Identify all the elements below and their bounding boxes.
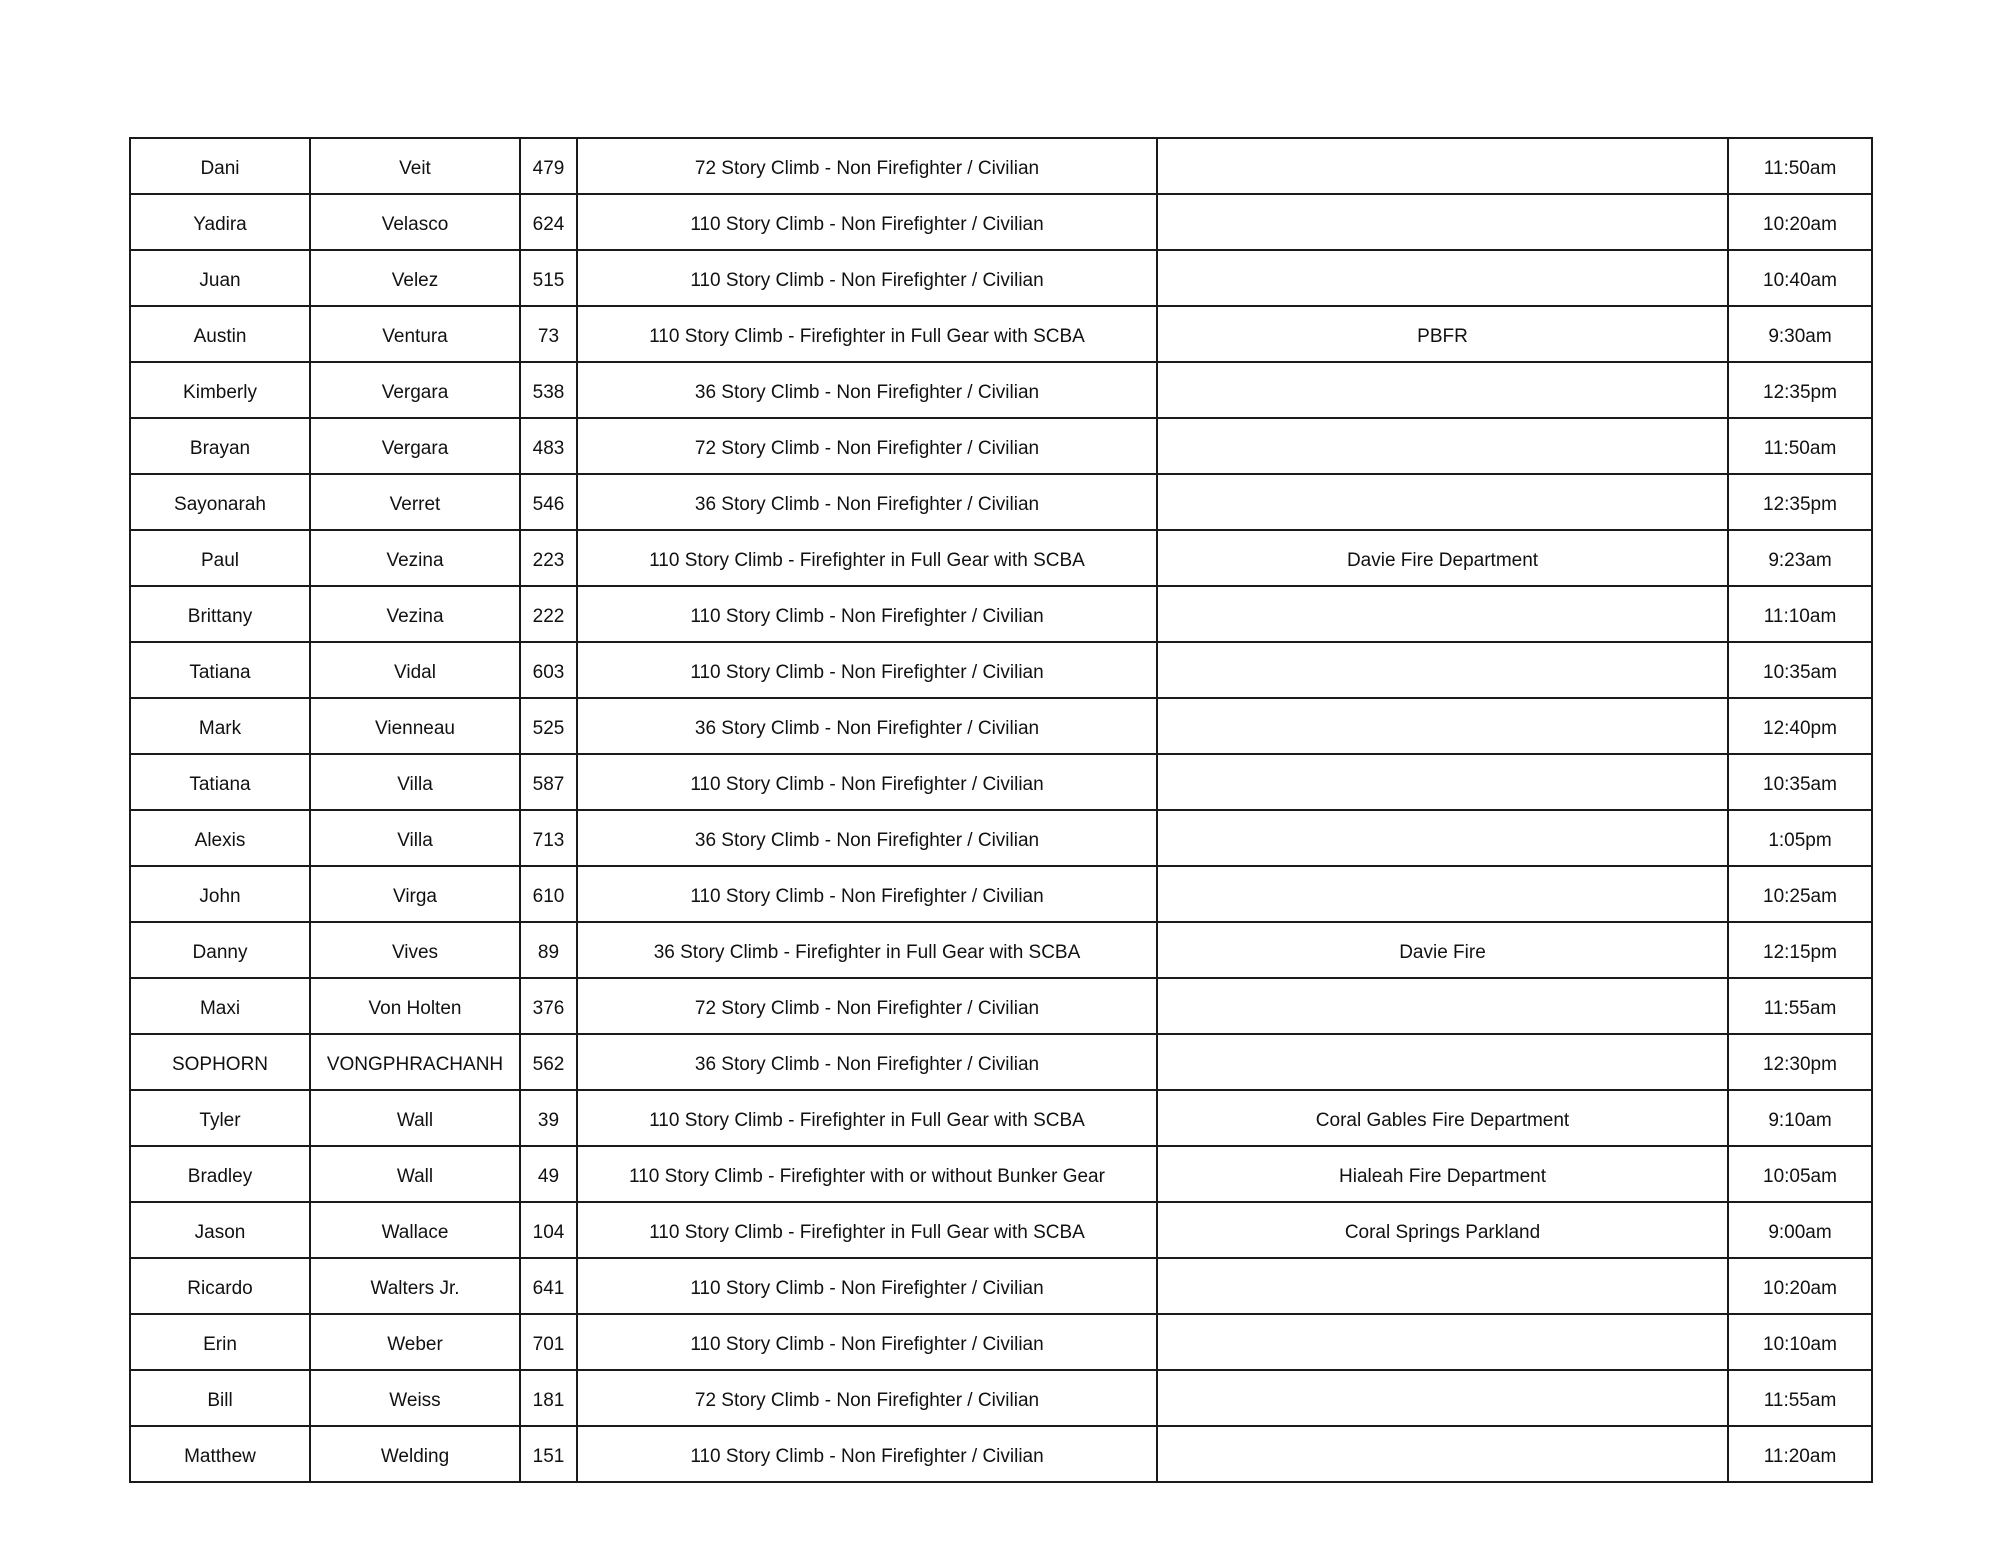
bib-number-cell: 222 bbox=[520, 586, 577, 642]
department-cell bbox=[1157, 810, 1728, 866]
first-name-cell: Tyler bbox=[130, 1090, 310, 1146]
bib-number-cell: 610 bbox=[520, 866, 577, 922]
event-cell: 110 Story Climb - Firefighter in Full Gear with SCBA bbox=[577, 530, 1157, 586]
table-row bbox=[130, 754, 1872, 810]
first-name-cell: Paul bbox=[130, 530, 310, 586]
event-cell: 36 Story Climb - Firefighter in Full Gear with SCBA bbox=[577, 922, 1157, 978]
first-name-cell: Juan bbox=[130, 250, 310, 306]
start-time-cell: 10:05am bbox=[1728, 1146, 1872, 1202]
start-time-cell: 11:10am bbox=[1728, 586, 1872, 642]
department-cell bbox=[1157, 250, 1728, 306]
table-row bbox=[130, 1314, 1872, 1370]
event-cell: 110 Story Climb - Firefighter with or without Bunker Gear bbox=[577, 1146, 1157, 1202]
start-time-cell: 12:15pm bbox=[1728, 922, 1872, 978]
table-row bbox=[130, 418, 1872, 474]
bib-number-cell: 479 bbox=[520, 138, 577, 194]
last-name-cell: Von Holten bbox=[310, 978, 520, 1034]
table-row bbox=[130, 1370, 1872, 1426]
table-row bbox=[130, 530, 1872, 586]
start-time-cell: 1:05pm bbox=[1728, 810, 1872, 866]
department-cell bbox=[1157, 362, 1728, 418]
event-cell: 110 Story Climb - Non Firefighter / Civilian bbox=[577, 1426, 1157, 1482]
last-name-cell: Weiss bbox=[310, 1370, 520, 1426]
event-cell: 72 Story Climb - Non Firefighter / Civilian bbox=[577, 138, 1157, 194]
last-name-cell: Vienneau bbox=[310, 698, 520, 754]
first-name-cell: Yadira bbox=[130, 194, 310, 250]
last-name-cell: Vezina bbox=[310, 530, 520, 586]
start-time-cell: 10:10am bbox=[1728, 1314, 1872, 1370]
start-time-cell: 10:20am bbox=[1728, 1258, 1872, 1314]
event-cell: 36 Story Climb - Non Firefighter / Civilian bbox=[577, 698, 1157, 754]
last-name-cell: Vezina bbox=[310, 586, 520, 642]
first-name-cell: Bill bbox=[130, 1370, 310, 1426]
last-name-cell: Vergara bbox=[310, 418, 520, 474]
event-cell: 110 Story Climb - Non Firefighter / Civilian bbox=[577, 194, 1157, 250]
table-row bbox=[130, 810, 1872, 866]
first-name-cell: Mark bbox=[130, 698, 310, 754]
table-row bbox=[130, 1426, 1872, 1482]
bib-number-cell: 376 bbox=[520, 978, 577, 1034]
roster-sheet bbox=[129, 137, 1871, 1483]
event-cell: 110 Story Climb - Non Firefighter / Civilian bbox=[577, 754, 1157, 810]
start-time-cell: 9:00am bbox=[1728, 1202, 1872, 1258]
last-name-cell: Veit bbox=[310, 138, 520, 194]
last-name-cell: Velez bbox=[310, 250, 520, 306]
bib-number-cell: 515 bbox=[520, 250, 577, 306]
department-cell bbox=[1157, 754, 1728, 810]
event-cell: 110 Story Climb - Firefighter in Full Gear with SCBA bbox=[577, 1202, 1157, 1258]
event-cell: 110 Story Climb - Firefighter in Full Gear with SCBA bbox=[577, 306, 1157, 362]
event-cell: 110 Story Climb - Non Firefighter / Civilian bbox=[577, 866, 1157, 922]
department-cell: PBFR bbox=[1157, 306, 1728, 362]
last-name-cell: Welding bbox=[310, 1426, 520, 1482]
first-name-cell: SOPHORN bbox=[130, 1034, 310, 1090]
table-row bbox=[130, 194, 1872, 250]
bib-number-cell: 223 bbox=[520, 530, 577, 586]
event-cell: 36 Story Climb - Non Firefighter / Civilian bbox=[577, 362, 1157, 418]
first-name-cell: John bbox=[130, 866, 310, 922]
bib-number-cell: 104 bbox=[520, 1202, 577, 1258]
last-name-cell: Velasco bbox=[310, 194, 520, 250]
event-cell: 72 Story Climb - Non Firefighter / Civilian bbox=[577, 418, 1157, 474]
last-name-cell: Vidal bbox=[310, 642, 520, 698]
first-name-cell: Danny bbox=[130, 922, 310, 978]
last-name-cell: Villa bbox=[310, 810, 520, 866]
event-cell: 72 Story Climb - Non Firefighter / Civilian bbox=[577, 1370, 1157, 1426]
department-cell bbox=[1157, 866, 1728, 922]
first-name-cell: Jason bbox=[130, 1202, 310, 1258]
start-time-cell: 12:30pm bbox=[1728, 1034, 1872, 1090]
department-cell bbox=[1157, 1426, 1728, 1482]
bib-number-cell: 73 bbox=[520, 306, 577, 362]
bib-number-cell: 587 bbox=[520, 754, 577, 810]
start-time-cell: 12:35pm bbox=[1728, 362, 1872, 418]
bib-number-cell: 151 bbox=[520, 1426, 577, 1482]
department-cell bbox=[1157, 1314, 1728, 1370]
event-cell: 36 Story Climb - Non Firefighter / Civilian bbox=[577, 1034, 1157, 1090]
first-name-cell: Austin bbox=[130, 306, 310, 362]
bib-number-cell: 181 bbox=[520, 1370, 577, 1426]
start-time-cell: 12:35pm bbox=[1728, 474, 1872, 530]
department-cell: Coral Gables Fire Department bbox=[1157, 1090, 1728, 1146]
start-time-cell: 9:10am bbox=[1728, 1090, 1872, 1146]
first-name-cell: Matthew bbox=[130, 1426, 310, 1482]
last-name-cell: Virga bbox=[310, 866, 520, 922]
department-cell: Davie Fire bbox=[1157, 922, 1728, 978]
department-cell bbox=[1157, 978, 1728, 1034]
department-cell bbox=[1157, 474, 1728, 530]
last-name-cell: Weber bbox=[310, 1314, 520, 1370]
start-time-cell: 11:20am bbox=[1728, 1426, 1872, 1482]
department-cell: Davie Fire Department bbox=[1157, 530, 1728, 586]
department-cell bbox=[1157, 586, 1728, 642]
department-cell bbox=[1157, 1034, 1728, 1090]
bib-number-cell: 546 bbox=[520, 474, 577, 530]
bib-number-cell: 89 bbox=[520, 922, 577, 978]
first-name-cell: Tatiana bbox=[130, 754, 310, 810]
department-cell bbox=[1157, 1370, 1728, 1426]
table-row bbox=[130, 698, 1872, 754]
start-time-cell: 11:50am bbox=[1728, 138, 1872, 194]
last-name-cell: Walters Jr. bbox=[310, 1258, 520, 1314]
first-name-cell: Kimberly bbox=[130, 362, 310, 418]
bib-number-cell: 49 bbox=[520, 1146, 577, 1202]
table-row bbox=[130, 474, 1872, 530]
table-row bbox=[130, 922, 1872, 978]
last-name-cell: Wall bbox=[310, 1090, 520, 1146]
table-row bbox=[130, 1034, 1872, 1090]
table-row bbox=[130, 138, 1872, 194]
bib-number-cell: 39 bbox=[520, 1090, 577, 1146]
start-time-cell: 10:20am bbox=[1728, 194, 1872, 250]
first-name-cell: Sayonarah bbox=[130, 474, 310, 530]
start-time-cell: 10:25am bbox=[1728, 866, 1872, 922]
last-name-cell: Villa bbox=[310, 754, 520, 810]
start-time-cell: 11:55am bbox=[1728, 978, 1872, 1034]
start-time-cell: 10:35am bbox=[1728, 754, 1872, 810]
last-name-cell: Wallace bbox=[310, 1202, 520, 1258]
bib-number-cell: 562 bbox=[520, 1034, 577, 1090]
bib-number-cell: 713 bbox=[520, 810, 577, 866]
table-row bbox=[130, 1258, 1872, 1314]
table-row bbox=[130, 866, 1872, 922]
event-cell: 110 Story Climb - Non Firefighter / Civilian bbox=[577, 586, 1157, 642]
bib-number-cell: 701 bbox=[520, 1314, 577, 1370]
last-name-cell: Vives bbox=[310, 922, 520, 978]
start-time-cell: 11:55am bbox=[1728, 1370, 1872, 1426]
bib-number-cell: 525 bbox=[520, 698, 577, 754]
start-time-cell: 9:30am bbox=[1728, 306, 1872, 362]
table-row bbox=[130, 1146, 1872, 1202]
table-row bbox=[130, 642, 1872, 698]
first-name-cell: Brittany bbox=[130, 586, 310, 642]
first-name-cell: Brayan bbox=[130, 418, 310, 474]
bib-number-cell: 483 bbox=[520, 418, 577, 474]
start-time-cell: 12:40pm bbox=[1728, 698, 1872, 754]
bib-number-cell: 624 bbox=[520, 194, 577, 250]
department-cell bbox=[1157, 194, 1728, 250]
start-time-cell: 10:40am bbox=[1728, 250, 1872, 306]
last-name-cell: VONGPHRACHANH bbox=[310, 1034, 520, 1090]
bib-number-cell: 538 bbox=[520, 362, 577, 418]
last-name-cell: Wall bbox=[310, 1146, 520, 1202]
first-name-cell: Bradley bbox=[130, 1146, 310, 1202]
table-row bbox=[130, 978, 1872, 1034]
first-name-cell: Maxi bbox=[130, 978, 310, 1034]
department-cell: Coral Springs Parkland bbox=[1157, 1202, 1728, 1258]
table-row bbox=[130, 250, 1872, 306]
department-cell bbox=[1157, 418, 1728, 474]
event-cell: 110 Story Climb - Non Firefighter / Civilian bbox=[577, 1314, 1157, 1370]
table-row bbox=[130, 586, 1872, 642]
participant-table-body bbox=[130, 138, 1872, 1482]
first-name-cell: Tatiana bbox=[130, 642, 310, 698]
first-name-cell: Erin bbox=[130, 1314, 310, 1370]
department-cell bbox=[1157, 698, 1728, 754]
event-cell: 72 Story Climb - Non Firefighter / Civilian bbox=[577, 978, 1157, 1034]
department-cell bbox=[1157, 1258, 1728, 1314]
start-time-cell: 10:35am bbox=[1728, 642, 1872, 698]
first-name-cell: Ricardo bbox=[130, 1258, 310, 1314]
start-time-cell: 11:50am bbox=[1728, 418, 1872, 474]
event-cell: 110 Story Climb - Non Firefighter / Civilian bbox=[577, 250, 1157, 306]
last-name-cell: Ventura bbox=[310, 306, 520, 362]
bib-number-cell: 603 bbox=[520, 642, 577, 698]
table-row bbox=[130, 306, 1872, 362]
department-cell bbox=[1157, 138, 1728, 194]
event-cell: 110 Story Climb - Non Firefighter / Civilian bbox=[577, 642, 1157, 698]
department-cell bbox=[1157, 642, 1728, 698]
table-row bbox=[130, 1090, 1872, 1146]
last-name-cell: Verret bbox=[310, 474, 520, 530]
table-row bbox=[130, 362, 1872, 418]
event-cell: 36 Story Climb - Non Firefighter / Civilian bbox=[577, 474, 1157, 530]
first-name-cell: Alexis bbox=[130, 810, 310, 866]
start-time-cell: 9:23am bbox=[1728, 530, 1872, 586]
event-cell: 110 Story Climb - Firefighter in Full Gear with SCBA bbox=[577, 1090, 1157, 1146]
event-cell: 36 Story Climb - Non Firefighter / Civilian bbox=[577, 810, 1157, 866]
table-row bbox=[130, 1202, 1872, 1258]
bib-number-cell: 641 bbox=[520, 1258, 577, 1314]
department-cell: Hialeah Fire Department bbox=[1157, 1146, 1728, 1202]
last-name-cell: Vergara bbox=[310, 362, 520, 418]
first-name-cell: Dani bbox=[130, 138, 310, 194]
event-cell: 110 Story Climb - Non Firefighter / Civilian bbox=[577, 1258, 1157, 1314]
participant-table bbox=[129, 137, 1873, 1483]
